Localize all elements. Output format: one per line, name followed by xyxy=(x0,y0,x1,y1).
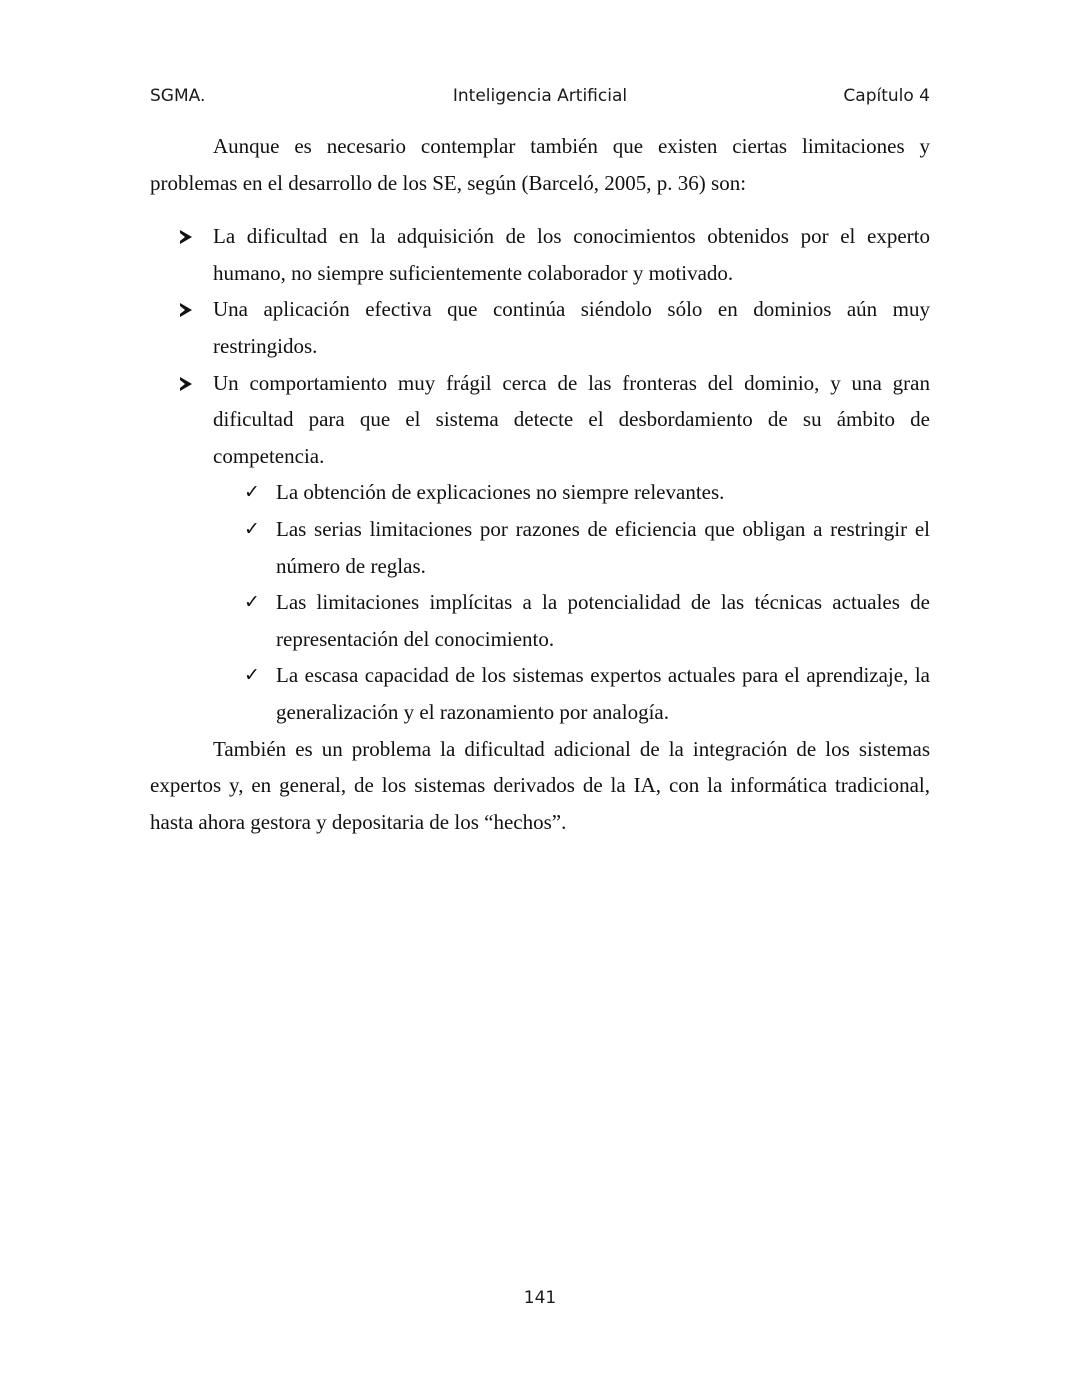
checkmark-icon: ✓ xyxy=(244,591,260,614)
list-item-text: Las serias limitaciones por razones de eficiencia que obligan a restringir el número de reglas. xyxy=(276,516,930,578)
list-item xyxy=(150,291,930,364)
checkmark-icon: ✓ xyxy=(244,481,260,504)
list-item xyxy=(150,218,930,291)
list-item-text: La obtención de explicaciones no siempre relevantes. xyxy=(276,480,725,505)
header-title: Inteligencia Artificial xyxy=(452,86,628,106)
list-item xyxy=(150,365,930,475)
page-body xyxy=(150,128,930,840)
list-item-text: La dificultad en la adquisición de los conocimientos obtenidos por el experto humano, no siempre suficientemente colaborador y motivado. xyxy=(213,224,930,285)
check-list xyxy=(150,474,930,730)
list-item-text: Una aplicación efectiva que continúa siéndolo sólo en dominios aún muy restringidos. xyxy=(213,297,930,358)
list-item-text: Un comportamiento muy frágil cerca de las fronteras del dominio, y una gran dificultad para que el sistema detecte el desbordamiento de su ámbito de competencia. xyxy=(213,370,930,468)
arrow-list xyxy=(150,218,930,474)
list-item xyxy=(150,474,930,511)
page-number: 141 xyxy=(523,1288,557,1308)
arrow-bullet-icon xyxy=(180,365,192,402)
intro-paragraph: Aunque es necesario contemplar también que existen ciertas limitaciones y problemas en el desarrollo de los SE, según (Barceló, 2005, p. 36) son: xyxy=(150,134,930,195)
list-item-text: La escasa capacidad de los sistemas expertos actuales para el aprendizaje, la generalización y el razonamiento por analogía. xyxy=(276,663,930,724)
arrow-bullet-icon xyxy=(180,291,192,328)
page-header xyxy=(150,86,930,112)
list-item xyxy=(150,511,930,584)
checkmark-icon: ✓ xyxy=(244,517,260,540)
list-item xyxy=(150,657,930,730)
checkmark-icon: ✓ xyxy=(244,664,260,687)
header-left: SGMA. xyxy=(150,86,206,106)
list-item xyxy=(150,584,930,657)
closing-paragraph: También es un problema la dificultad adicional de la integración de los sistemas expertos y, en general, de los sistemas derivados de la IA, con la informática tradicional, hasta ahora gestora y depositaria de los “hechos”. xyxy=(150,736,930,834)
header-chapter: Capítulo 4 xyxy=(843,86,930,106)
list-item-text: Las limitaciones implícitas a la potencialidad de las técnicas actuales de representación del conocimiento. xyxy=(276,590,930,651)
arrow-bullet-icon xyxy=(180,218,192,255)
